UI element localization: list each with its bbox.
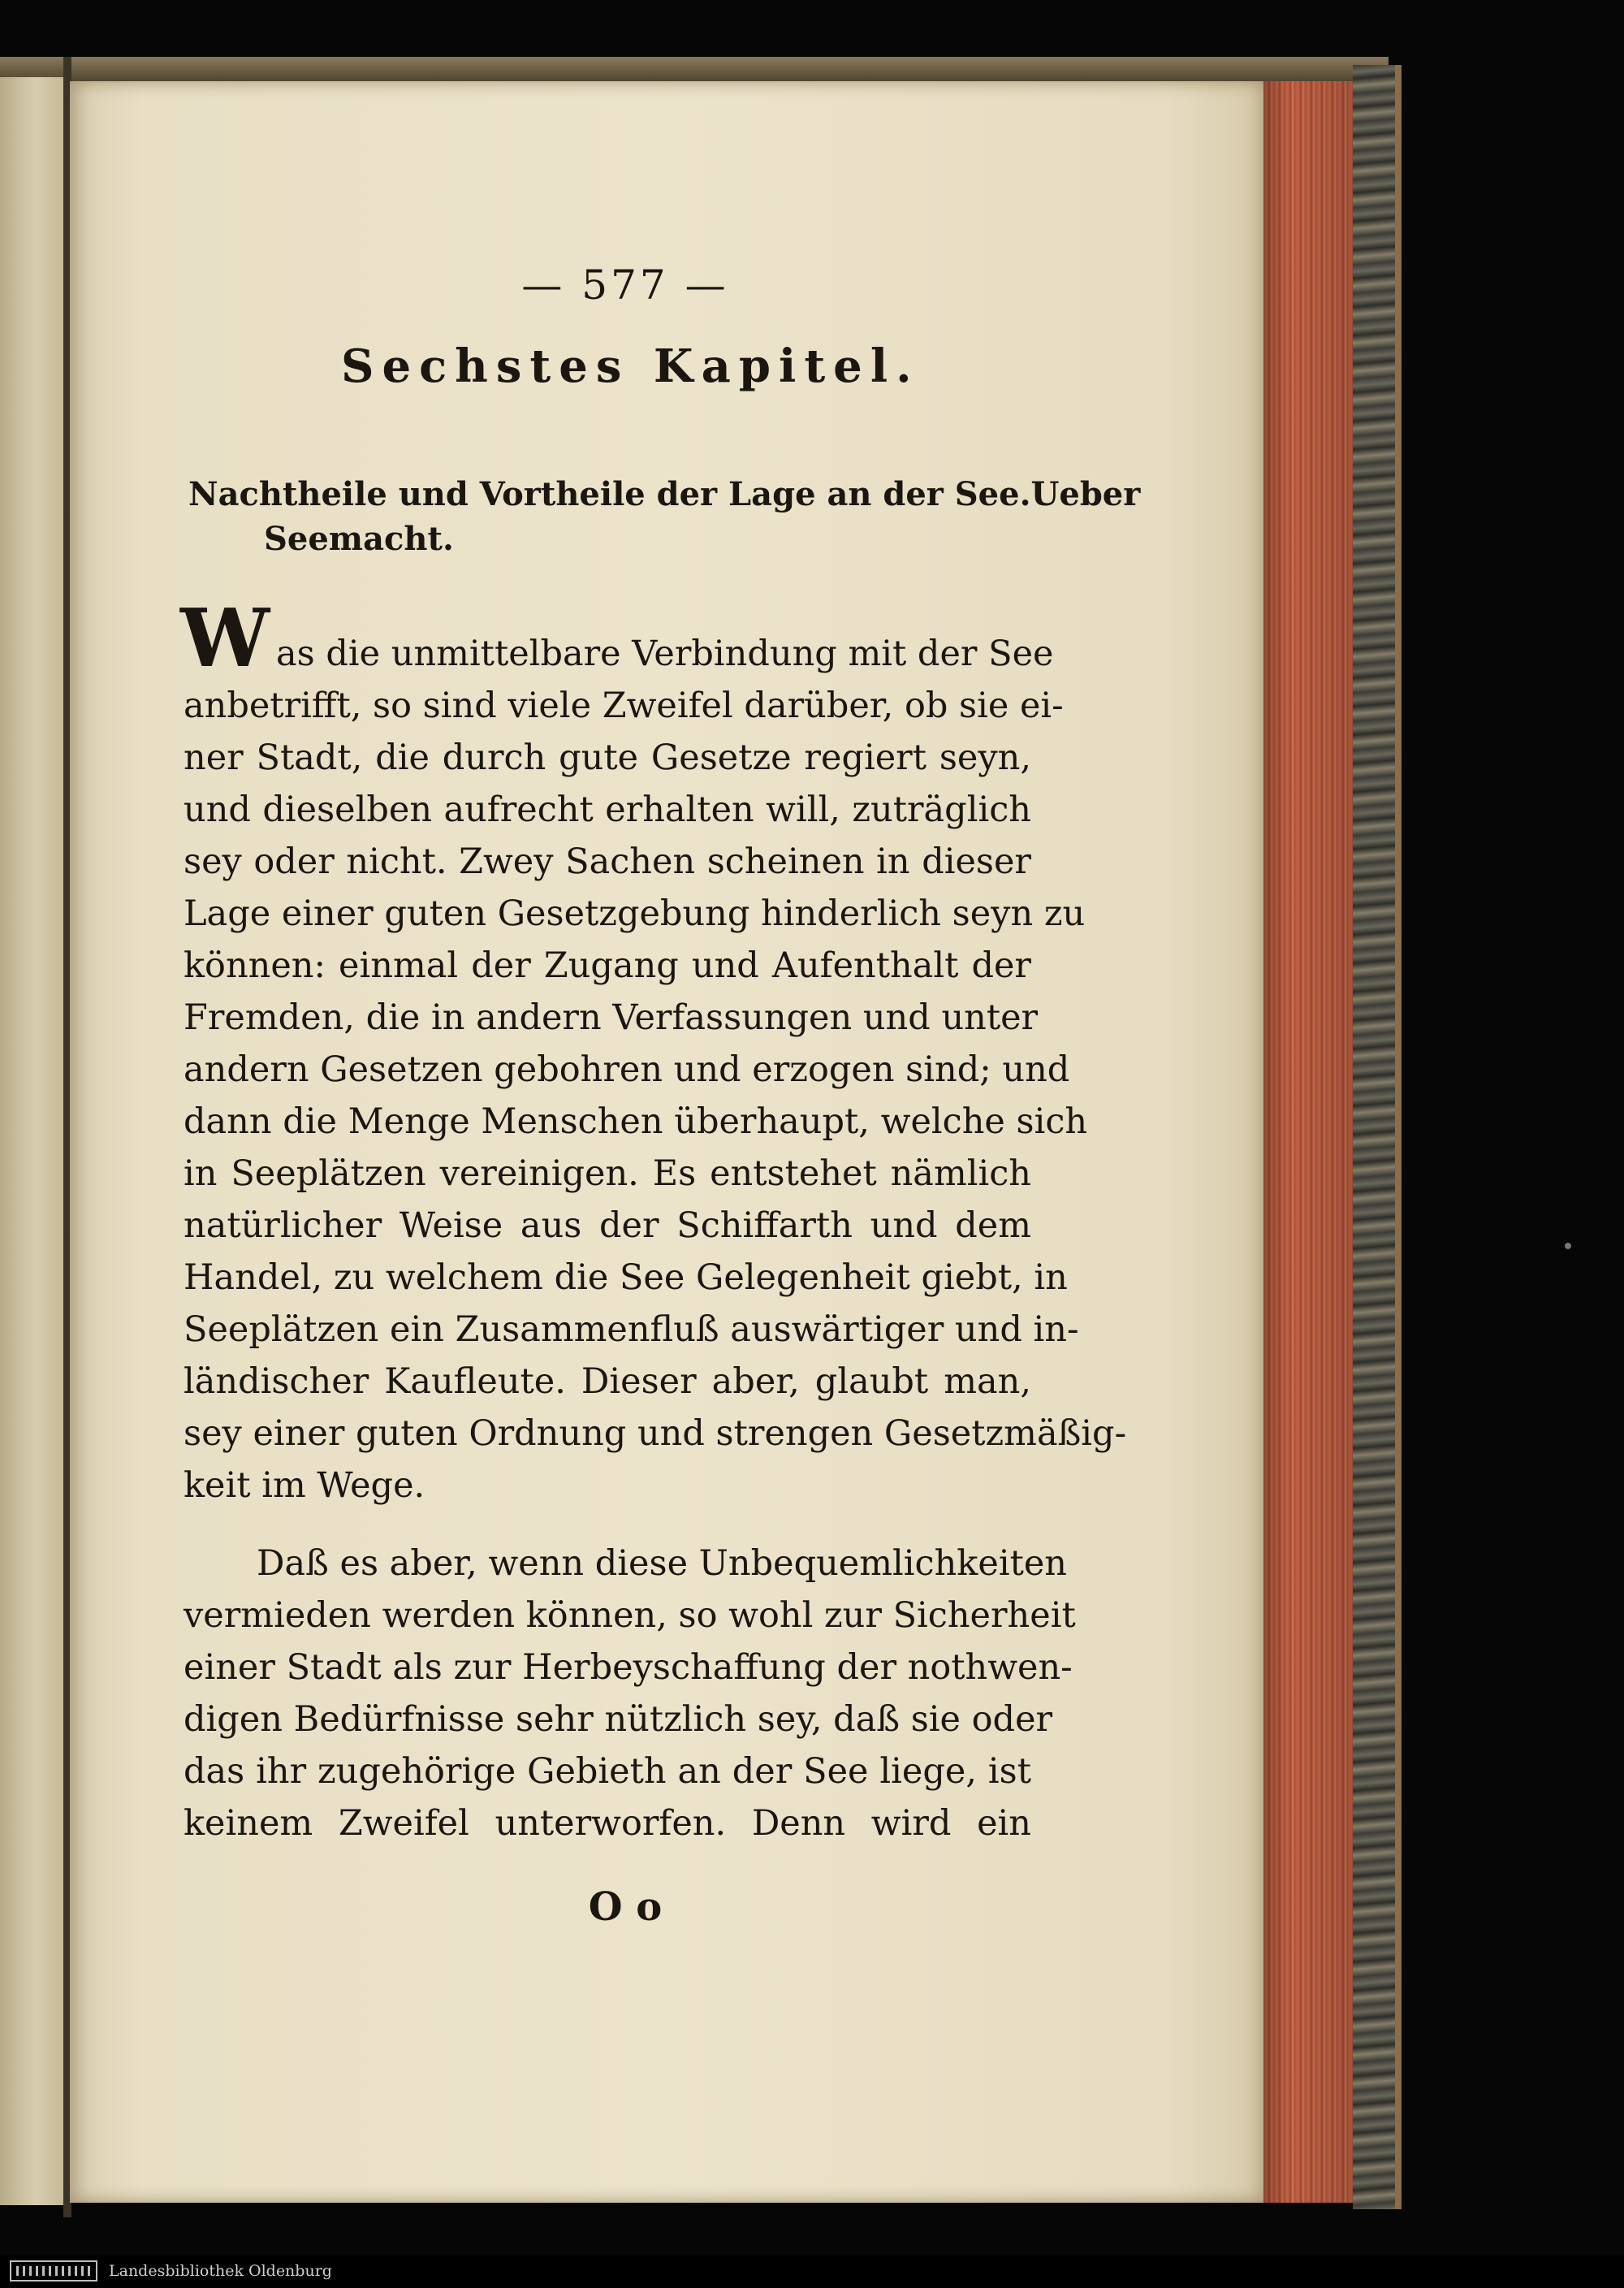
- body-line: Daß es aber, wenn diese Unbequemlichkeiten: [257, 1543, 1067, 1584]
- marbled-cover-board: [1353, 65, 1397, 2209]
- chapter-subtitle-line-1: [188, 475, 1141, 513]
- body-line: keit im Wege.: [184, 1465, 425, 1506]
- body-line: in Seeplätzen vereinigen. Es entstehet nämlich: [184, 1153, 1031, 1194]
- body-line: anbetrifft, so sind viele Zweifel darüber, ob sie ei-: [184, 686, 1064, 726]
- library-building-icon: [10, 2260, 97, 2282]
- signature-mark: O o: [588, 1884, 663, 1930]
- page-edge-shading: [1263, 81, 1353, 2203]
- body-line: andern Gesetzen gebohren und erzogen sind; und: [184, 1049, 1070, 1090]
- chapter-subtitle-line-2: Seemacht.: [264, 520, 454, 558]
- body-line: keinem Zweifel unterworfen. Denn wird ein: [184, 1803, 1031, 1844]
- drop-initial: W: [180, 592, 270, 686]
- body-line: Lage einer guten Gesetzgebung hinderlich seyn zu: [184, 893, 1086, 934]
- body-line: dann die Menge Menschen überhaupt, welche sich: [184, 1101, 1088, 1142]
- body-line: digen Bedürfnisse sehr nützlich sey, daß sie oder: [184, 1699, 1053, 1740]
- left-facing-page: [0, 77, 67, 2205]
- body-line: as die unmittelbare Verbindung mit der See: [276, 634, 1054, 674]
- body-line: Seeplätzen ein Zusammenfluß auswärtiger und in-: [184, 1309, 1079, 1350]
- body-line: natürlicher Weise aus der Schiffarth und dem: [184, 1205, 1031, 1246]
- body-line: sey oder nicht. Zwey Sachen scheinen in dieser: [184, 841, 1031, 882]
- body-line: Fremden, die in andern Verfassungen und unter: [184, 997, 1039, 1038]
- body-line: das ihr zugehörige Gebieth an der See liege, ist: [184, 1751, 1031, 1792]
- body-line: einer Stadt als zur Herbeyschaffung der nothwen-: [184, 1647, 1073, 1688]
- chapter-title: Sechstes Kapitel.: [341, 340, 920, 393]
- dust-speck: [1565, 1243, 1571, 1249]
- cover-board-edge: [1395, 65, 1402, 2209]
- page-number: — 577 —: [521, 262, 729, 309]
- body-line: können: einmal der Zugang und Aufenthalt der: [184, 945, 1031, 986]
- body-line: vermieden werden können, so wohl zur Sicherheit: [184, 1595, 1076, 1636]
- body-line: ländischer Kaufleute. Dieser aber, glaubt man,: [184, 1361, 1031, 1402]
- body-line: und dieselben aufrecht erhalten will, zuträglich: [184, 789, 1031, 830]
- body-line: ner Stadt, die durch gute Gesetze regiert seyn,: [184, 737, 1031, 778]
- subtitle-line-1-right: Ueber: [1030, 475, 1141, 513]
- subtitle-line-1-left: Nachtheile und Vortheile der Lage an der See.: [188, 475, 1031, 513]
- body-line: Handel, zu welchem die See Gelegenheit giebt, in: [184, 1257, 1068, 1298]
- body-line: sey einer guten Ordnung und strengen Gesetzmäßig-: [184, 1413, 1127, 1454]
- library-name: Landesbibliothek Oldenburg: [109, 2262, 332, 2280]
